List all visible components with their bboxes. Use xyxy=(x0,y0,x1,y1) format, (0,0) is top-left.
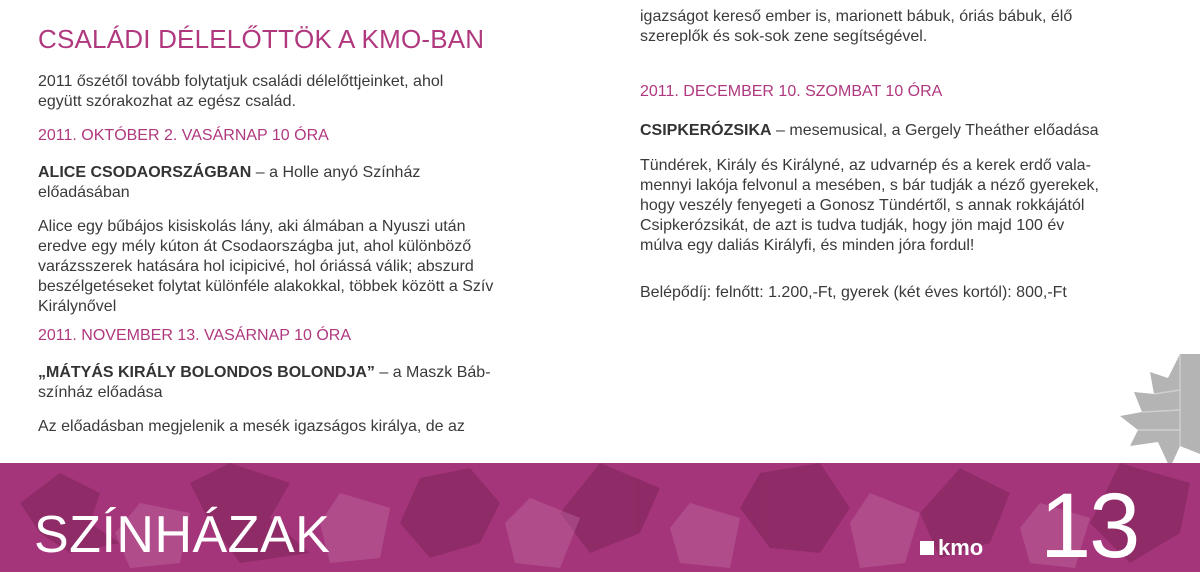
description-line: Az előadásban megjelenik a mesék igazságos királya, de az xyxy=(38,418,465,435)
page-number: 13 xyxy=(1040,475,1139,577)
description-line: mennyi lakója felvonul a mesében, s bár tudják a néző gyerekek, xyxy=(640,177,1099,194)
description-line: Tündérek, Király és Királyné, az udvarnép és a kerek erdő vala- xyxy=(640,157,1091,174)
event-subtitle: – a Maszk Báb- xyxy=(374,364,491,381)
logo-square-icon xyxy=(920,541,934,555)
event-subtitle: előadásában xyxy=(38,184,130,201)
description-line: Csipkerózsikát, de azt is tudva tudják, hogy jön majd 100 év xyxy=(640,217,1065,234)
price-text: Belépődíj: felnőtt: 1.200,-Ft, gyerek (két éves kortól): 800,-Ft xyxy=(640,284,1067,301)
event-date: 2011. OKTÓBER 2. VASÁRNAP 10 ÓRA xyxy=(38,127,329,144)
event-title: „MÁTYÁS KIRÁLY BOLONDOS BOLONDJA” xyxy=(38,364,375,381)
event-date: 2011. DECEMBER 10. SZOMBAT 10 ÓRA xyxy=(640,83,943,100)
description-line: szereplők és sok-sok zene segítségével. xyxy=(640,28,928,45)
event-title: CSIPKERÓZSIKA xyxy=(640,122,772,139)
description-line: igazságot kereső ember is, marionett bábuk, óriás bábuk, élő xyxy=(640,8,1073,25)
event-description xyxy=(38,417,465,437)
intro-line: 2011 őszétől tovább folytatjuk családi délelőttjeinket, ahol xyxy=(38,73,444,90)
maple-leaf-icon xyxy=(1030,350,1200,470)
continued-description xyxy=(640,7,1072,47)
description-line: Alice egy bűbájos kisiskolás lány, aki álmában a Nyuszi után xyxy=(38,218,466,235)
event-heading xyxy=(38,363,491,403)
intro-line: együtt szórakozhat az egész család. xyxy=(38,93,296,110)
description-line: hogy veszély fenyegeti a Gonosz Tündértől, s annak rokkájától xyxy=(640,197,1085,214)
logo-text: kmo xyxy=(938,535,984,560)
event-title: ALICE CSODAORSZÁGBAN xyxy=(38,164,252,181)
description-line: Királynővel xyxy=(38,298,117,315)
event-subtitle: – mesemusical, a Gergely Theáther előadása xyxy=(771,122,1099,139)
page-title: CSALÁDI DÉLELŐTTÖK A KMO-BAN xyxy=(38,24,485,54)
event-heading xyxy=(38,163,420,203)
description-line: beszélgetéseket folytat különféle alakokkal, többek között a Szív xyxy=(38,278,494,295)
event-heading xyxy=(640,121,1099,141)
event-subtitle: – a Holle anyó Színház xyxy=(251,164,421,181)
event-description xyxy=(640,156,1099,256)
event-date: 2011. NOVEMBER 13. VASÁRNAP 10 ÓRA xyxy=(38,327,352,344)
section-title: SZÍNHÁZAK xyxy=(34,506,331,564)
description-line: múlva egy daliás Királyfi, és minden jóra fordul! xyxy=(640,237,975,254)
description-line: eredve egy mély kúton át Csodaországba jut, ahol különböző xyxy=(38,238,472,255)
event-subtitle: színház előadása xyxy=(38,384,163,401)
intro-paragraph xyxy=(38,72,443,112)
price-info xyxy=(640,283,1067,303)
description-line: varázsszerek hatására hol icipicivé, hol óriássá válik; abszurd xyxy=(38,258,474,275)
kmo-logo xyxy=(920,535,983,561)
event-description xyxy=(38,217,493,317)
